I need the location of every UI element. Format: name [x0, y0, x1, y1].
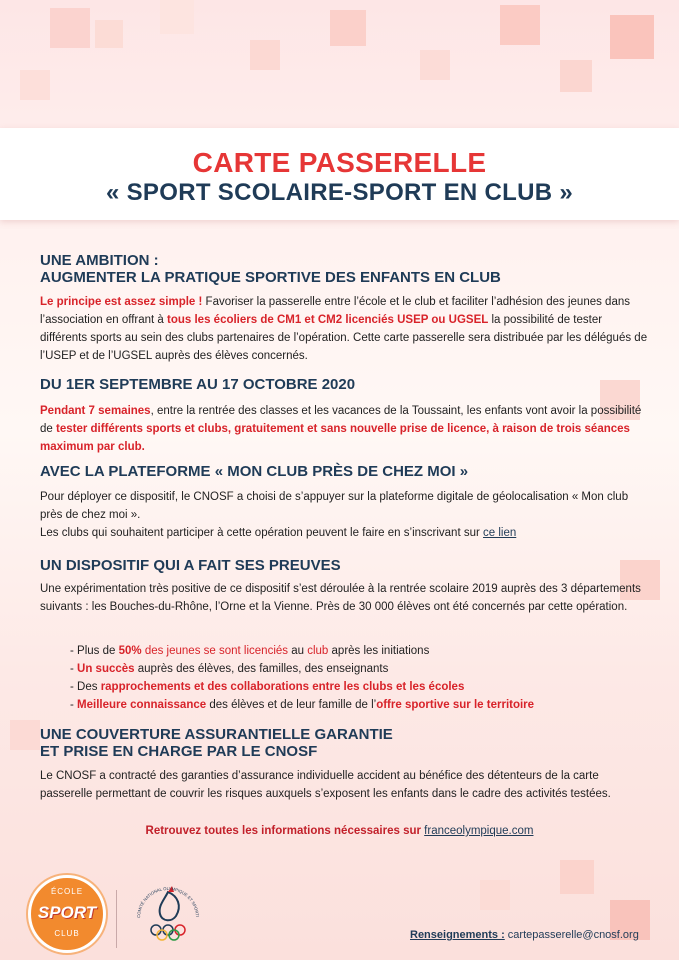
franceolympique-link[interactable]: franceolympique.com: [424, 825, 534, 837]
section-insurance-heading: UNE COUVERTURE ASSURANTIELLE GARANTIE: [40, 726, 393, 743]
section-dates-heading: DU 1ER SEPTEMBRE AU 17 OCTOBRE 2020: [40, 376, 356, 393]
info-footer: Retrouvez toutes les informations nécessaires sur franceolympique.com: [145, 825, 534, 837]
cnosf-logo: [132, 878, 204, 950]
section-proof-text: Une expérimentation très positive de ce dispositif s’est déroulée à la rentrée scolaire 2019 auprès des 3 départements suivants : les Bouches-du-Rhône, l’Orne et la Vienne. Près de 30 000 élèves ont été concernés par cette opération.: [40, 583, 641, 613]
list-item: - Plus de 50% des jeunes se sont licenciés au club après les initiations: [70, 642, 534, 660]
contact-email[interactable]: cartepasserelle@cnosf.org: [504, 929, 639, 941]
section-proof-heading: UN DISPOSITIF QUI A FAIT SES PREUVES: [40, 557, 341, 574]
section-insurance-text: Le CNOSF a contracté des garanties d’assurance individuelle accident au bénéfice des détenteurs de la carte passerelle permettant de couvrir les risques auxquels s’exposent les enfants dans le cadre des activités testées.: [40, 770, 611, 800]
page-title: CARTE PASSERELLE: [192, 147, 487, 178]
section-ambition-subheading: AUGMENTER LA PRATIQUE SPORTIVE DES ENFANTS EN CLUB: [40, 269, 501, 286]
proof-bullet-list: [70, 642, 534, 714]
section-platform-heading: AVEC LA PLATEFORME « MON CLUB PRÈS DE CHEZ MOI »: [40, 463, 469, 480]
section-ambition-text: Le principe est assez simple ! Favoriser la passerelle entre l’école et le club et faciliter l’adhésion des jeunes dans l’association en offrant à tous les écoliers de CM1 et CM2 licenciés USEP ou UGSEL la possibilité de tester différents sports au sein des clubs partenaires de l’opération. Cette carte passerelle sera distribuée par les délégués de l’USEP et de l’UGSEL auprès des élèves concernés.: [40, 296, 648, 362]
section-ambition-heading: UNE AMBITION :: [40, 252, 159, 269]
list-item: - Des rapprochements et des collaborations entre les clubs et les écoles: [70, 678, 534, 696]
ecole-sport-club-logo: ÉCOLE SPORT CLUB: [28, 875, 106, 953]
section-platform-text: Pour déployer ce dispositif, le CNOSF a choisi de s’appuyer sur la plateforme digitale de géolocalisation « Mon club près de chez moi ». Les clubs qui souhaitent participer à cette opération peuvent le faire en s’inscrivant sur ce lien: [40, 491, 629, 539]
page-subtitle: « SPORT SCOLAIRE-SPORT EN CLUB »: [106, 179, 573, 206]
list-item: - Un succès auprès des élèves, des familles, des enseignants: [70, 660, 534, 678]
contact-info: Renseignements : cartepasserelle@cnosf.org: [410, 929, 639, 941]
logo-divider: [116, 890, 117, 948]
list-item: - Meilleure connaissance des élèves et de leur famille de l’offre sportive sur le territoire: [70, 696, 534, 714]
section-insurance-subheading: ET PRISE EN CHARGE PAR LE CNOSF: [40, 743, 318, 760]
section-dates-text: Pendant 7 semaines, entre la rentrée des classes et les vacances de la Toussaint, les enfants vont avoir la possibilité de tester différents sports et clubs, gratuitement et sans nouvelle prise de licence, à raison de trois séances maximum par club.: [40, 405, 642, 453]
svg-text:COMITÉ NATIONAL OLYMPIQUE ET S: COMITÉ NATIONAL OLYMPIQUE ET SPORTI: [135, 885, 200, 919]
platform-link[interactable]: ce lien: [483, 527, 517, 539]
